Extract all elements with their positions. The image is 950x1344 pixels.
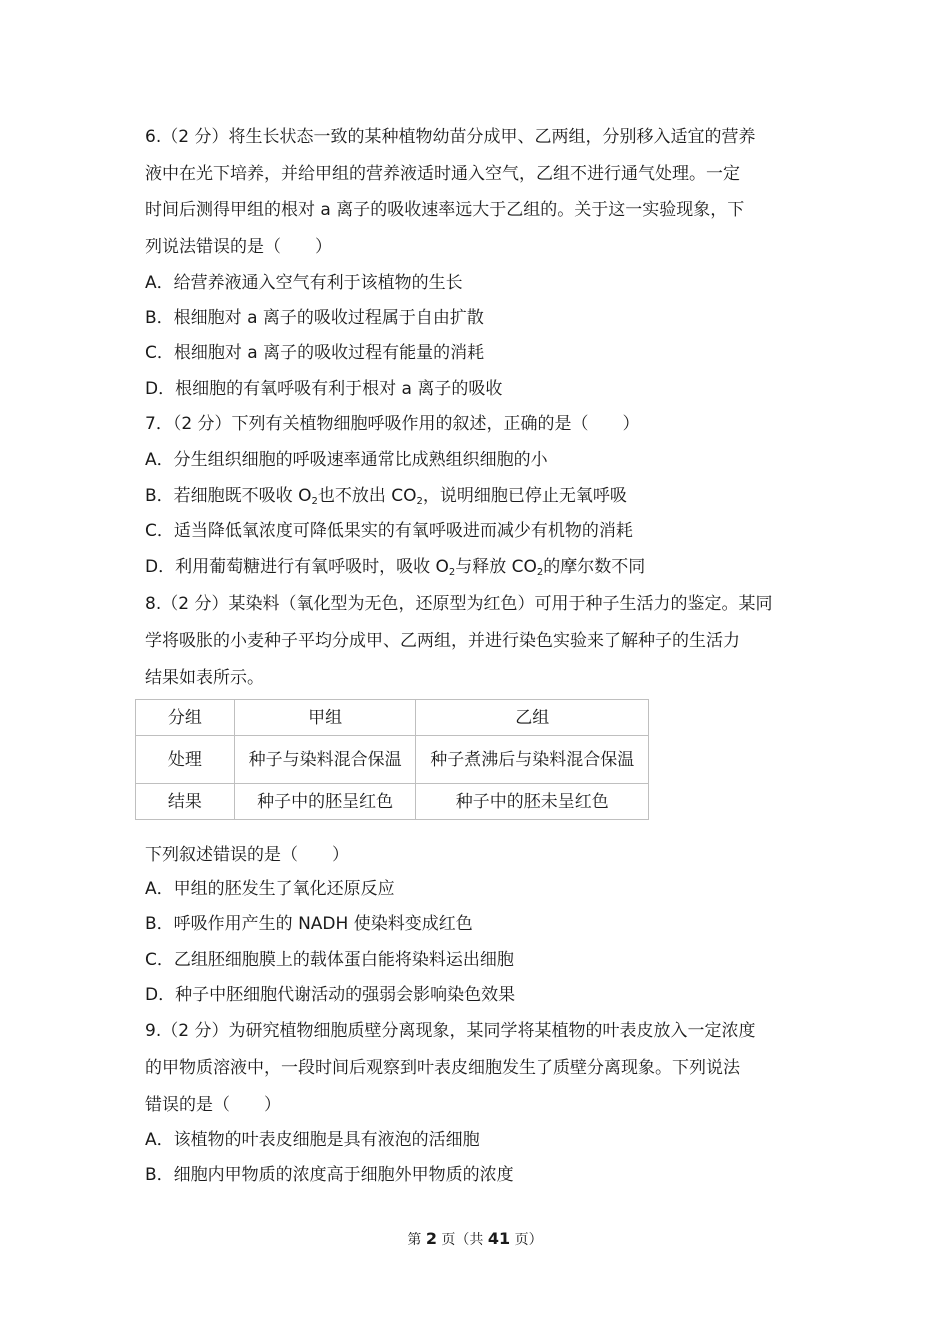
table-header-cell: 分组: [136, 700, 235, 736]
q6-stem-line-1: 6.（2 分）将生长状态一致的某种植物幼苗分成甲、乙两组，分别移入适宜的营养: [145, 127, 756, 147]
table-cell: 种子与染料混合保温: [234, 736, 416, 784]
q7-stem: 7．（2 分）下列有关植物细胞呼吸作用的叙述，正确的是（ ）: [145, 414, 640, 434]
table-row: [136, 700, 649, 736]
table-row: [136, 784, 649, 820]
q9-option-b: B．细胞内甲物质的浓度高于细胞外甲物质的浓度: [145, 1165, 514, 1185]
q9-option-a: A．该植物的叶表皮细胞是具有液泡的活细胞: [145, 1130, 480, 1150]
q8-stem-line-3: 结果如表所示。: [145, 668, 264, 688]
q8-option-b: B．呼吸作用产生的 NADH 使染料变成红色: [145, 914, 473, 934]
table-cell: 种子中的胚未呈红色: [416, 784, 649, 820]
q8-option-d: D．种子中胚细胞代谢活动的强弱会影响染色效果: [145, 985, 516, 1005]
page-footer: 第 2 页（共 41 页）: [407, 1229, 543, 1248]
q6-stem-line-4: 列说法错误的是（ ）: [145, 237, 332, 257]
table-cell: 处理: [136, 736, 235, 784]
q6-option-c: C．根细胞对 a 离子的吸收过程有能量的消耗: [145, 343, 485, 363]
q7-option-c: C．适当降低氧浓度可降低果实的有氧呼吸进而减少有机物的消耗: [145, 521, 633, 541]
table-cell: 种子煮沸后与染料混合保温: [416, 736, 649, 784]
q8-stem-line-1: 8.（2 分）某染料（氧化型为无色，还原型为红色）可用于种子生活力的鉴定。某同: [145, 594, 773, 614]
table-header-cell: 乙组: [416, 700, 649, 736]
q6-option-d: D．根细胞的有氧呼吸有利于根对 a 离子的吸收: [145, 379, 503, 399]
q7-option-a: A．分生组织细胞的呼吸速率通常比成熟组织细胞的小: [145, 450, 548, 470]
q6-stem-line-2: 液中在光下培养，并给甲组的营养液适时通入空气，乙组不进行通气处理。一定: [145, 164, 740, 184]
table-cell: 种子中的胚呈红色: [234, 784, 416, 820]
q6-option-b: B．根细胞对 a 离子的吸收过程属于自由扩散: [145, 308, 484, 328]
q9-stem-line-3: 错误的是（ ）: [145, 1095, 281, 1115]
q8-option-c: C．乙组胚细胞膜上的载体蛋白能将染料运出细胞: [145, 950, 514, 970]
page-number: 2: [425, 1229, 437, 1248]
q6-stem-line-3: 时间后测得甲组的根对 a 离子的吸收速率远大于乙组的。关于这一实验现象，下: [145, 200, 745, 220]
q7-option-d: D．利用葡萄糖进行有氧呼吸时，吸收 $O_2$与释放 $CO_2$的摩尔数不同: [145, 557, 646, 578]
table-row: [136, 736, 649, 784]
results-table: [135, 699, 649, 820]
q8-question: 下列叙述错误的是（ ）: [145, 845, 349, 865]
table-header-cell: 甲组: [234, 700, 416, 736]
q7-option-b: B．若细胞既不吸收 $O_2$也不放出 $CO_2$，说明细胞已停止无氧呼吸: [145, 486, 627, 507]
q8-stem-line-2: 学将吸胀的小麦种子平均分成甲、乙两组，并进行染色实验来了解种子的生活力: [145, 631, 740, 651]
q6-option-a: A．给营养液通入空气有利于该植物的生长: [145, 273, 463, 293]
q9-stem-line-1: 9.（2 分）为研究植物细胞质壁分离现象，某同学将某植物的叶表皮放入一定浓度: [145, 1021, 756, 1041]
q9-stem-line-2: 的甲物质溶液中，一段时间后观察到叶表皮细胞发生了质壁分离现象。下列说法: [145, 1058, 740, 1078]
table-cell: 结果: [136, 784, 235, 820]
q8-option-a: A．甲组的胚发生了氧化还原反应: [145, 879, 395, 899]
page-total: 41: [487, 1229, 511, 1248]
